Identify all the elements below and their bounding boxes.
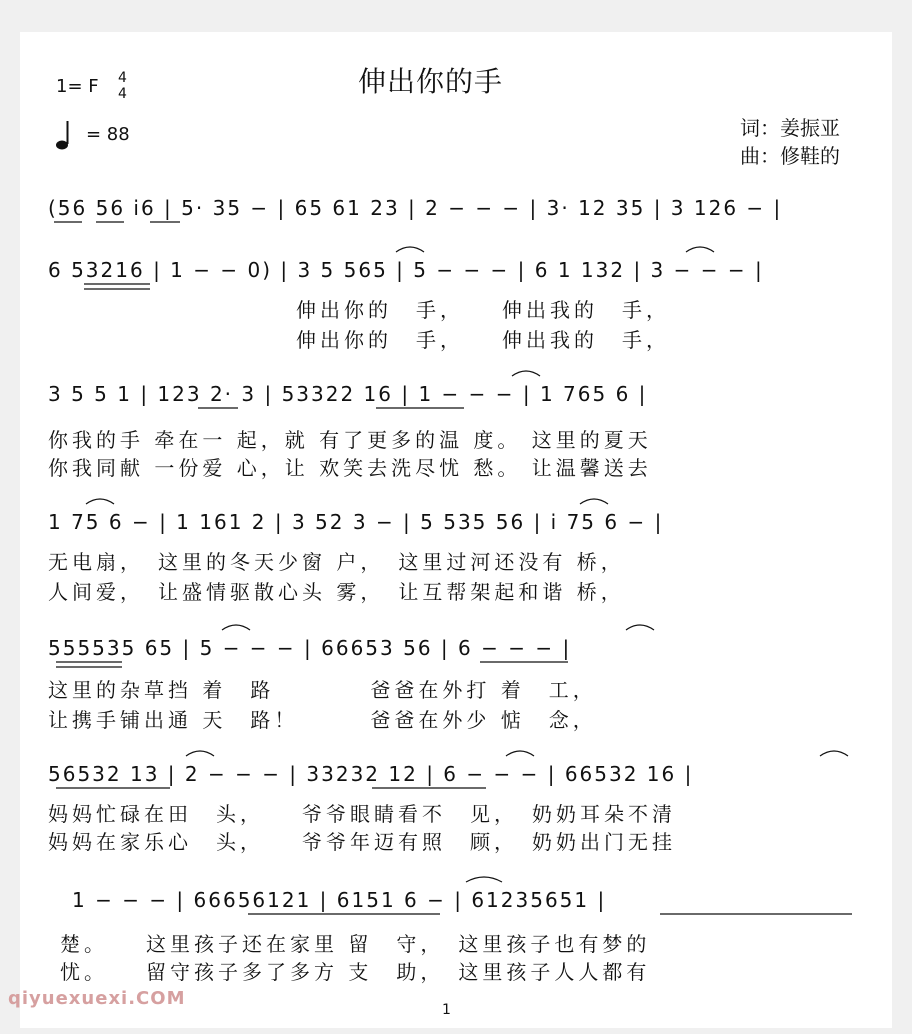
time-signature-top: 4 [118, 70, 127, 86]
lyric-line-4-verse-1: 无电扇， 这里的冬天少窗 户， 这里过河还没有 桥， [48, 550, 625, 574]
lyric-line-2-verse-1: 伸出你的 手， 伸出我的 手， [296, 298, 670, 322]
lyric-line-7-verse-1: 楚。 这里孩子还在家里 留 守， 这里孩子也有梦的 [60, 932, 651, 956]
time-signature-bottom: 4 [118, 86, 127, 102]
lyric-line-3-verse-1: 你我的手 牵在一 起，就 有了更多的温 度。 这里的夏天 [48, 428, 652, 452]
notation-line-7: 1 − − − | 66656121 | 6151 6 − | 61235651 | [72, 888, 607, 912]
lyric-line-5-verse-1: 这里的杂草挡 着 路 爸爸在外打 着 工， [48, 678, 597, 702]
notation-line-2: 6 53216 | 1 − − 0) | 3 5 565 | 5 − − − | 6 1 132 | 3 − − − | [48, 258, 764, 282]
tempo-marking: = 88 [86, 124, 130, 145]
lyric-line-2-verse-2: 伸出你的 手， 伸出我的 手， [296, 328, 670, 352]
lyric-line-7-verse-2: 忧。 留守孩子多了多方 支 助， 这里孩子人人都有 [60, 960, 651, 984]
page-number: 1 [442, 1002, 451, 1018]
lyric-line-5-verse-2: 让携手铺出通 天 路！ 爸爸在外少 惦 念， [48, 708, 597, 732]
composer-credit: 曲：修鞋的 [740, 144, 840, 168]
notation-line-1: (56 56 i6 | 5· 35 − | 65 61 23 | 2 − − − | 3· 12 35 | 3 126 − | [48, 196, 783, 220]
lyric-line-3-verse-2: 你我同献 一份爱 心，让 欢笑去洗尽忧 愁。 让温馨送去 [48, 456, 652, 480]
notation-line-4: 1 75 6 − | 1 161 2 | 3 52 3 − | 5 535 56 | i 75 6 − | [48, 510, 664, 534]
lyric-line-6-verse-2: 妈妈在家乐心 头， 爷爷年迈有照 顾， 奶奶出门无挂 [48, 830, 676, 854]
site-watermark: qiyuexuexi.COM [8, 988, 186, 1009]
lyric-line-4-verse-2: 人间爱， 让盛情驱散心头 雾， 让互帮架起和谐 桥， [48, 580, 625, 604]
key-signature: 1= F [56, 76, 99, 97]
lyricist-credit: 词：姜振亚 [740, 116, 840, 140]
notation-line-3: 3 5 5 1 | 123 2· 3 | 53322 16 | 1 − − − | 1 765 6 | [48, 382, 648, 406]
notation-line-6: 56532 13 | 2 − − − | 33232 12 | 6 − − − | 66532 16 | [48, 762, 694, 786]
song-title: 伸出你的手 [358, 65, 504, 98]
notation-line-5: 555535 65 | 5 − − − | 66653 56 | 6 − − − | [48, 636, 572, 660]
lyric-line-6-verse-1: 妈妈忙碌在田 头， 爷爷眼睛看不 见， 奶奶耳朵不清 [48, 802, 676, 826]
